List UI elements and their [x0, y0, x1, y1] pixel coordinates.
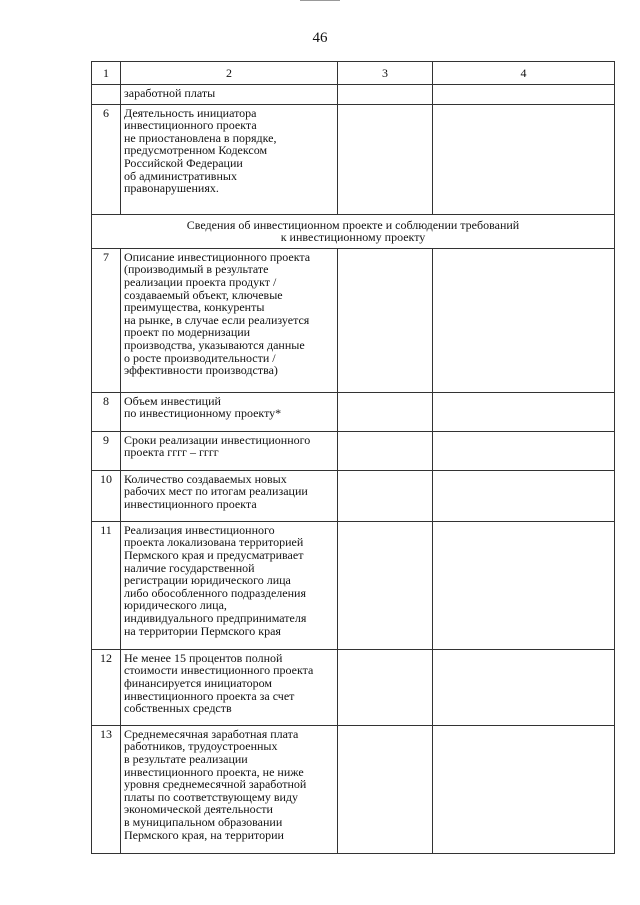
table-row-continuation	[92, 85, 615, 105]
row-description: Количество создаваемых новых рабочих мест по итогам реализации инвестиционного проекта	[121, 470, 338, 521]
row-number-cell	[92, 85, 121, 105]
empty-cell-col3	[338, 521, 433, 649]
row-number: 6	[92, 104, 121, 214]
empty-cell-col3	[338, 248, 433, 392]
row-description: Не менее 15 процентов полной стоимости инвестиционного проекта финансируется инициатором инвестиционного проекта за счет собственных средств	[121, 649, 338, 725]
empty-cell-col4	[433, 431, 615, 470]
row-number: 12	[92, 649, 121, 725]
table-row-7	[92, 248, 615, 392]
row-number: 8	[92, 392, 121, 431]
empty-cell-col4	[433, 725, 615, 853]
empty-cell-col4	[433, 248, 615, 392]
table-row-8	[92, 392, 615, 431]
empty-cell-col3	[338, 649, 433, 725]
empty-cell-col3	[338, 725, 433, 853]
empty-cell-col3	[338, 431, 433, 470]
empty-cell-col3	[338, 470, 433, 521]
section-title: Сведения об инвестиционном проекте и соблюдении требований к инвестиционному проекту	[92, 214, 615, 248]
row-description: Деятельность инициатора инвестиционного проекта не приостановлена в порядке, предусмотренном Кодексом Российской Федерации об административных правонарушениях.	[121, 104, 338, 214]
row-description: Описание инвестиционного проекта (производимый в результате реализации проекта продукт / создаваемый объект, ключевые преимущества, конкуренты на рынке, в случае если реализуется проект по модернизации производства, указываются данные о росте производительности / эффективности производства)	[121, 248, 338, 392]
row-description: Сроки реализации инвестиционного проекта гггг – гггг	[121, 431, 338, 470]
column-header-2: 2	[121, 62, 338, 85]
table-header-row	[92, 62, 615, 85]
column-header-3: 3	[338, 62, 433, 85]
empty-cell-col3	[338, 392, 433, 431]
row-number: 11	[92, 521, 121, 649]
table-row-11	[92, 521, 615, 649]
section-heading-row	[92, 214, 615, 248]
page-number: 46	[312, 30, 328, 46]
top-scan-mark	[300, 0, 340, 1]
empty-cell-col4	[433, 104, 615, 214]
row-number: 13	[92, 725, 121, 853]
empty-cell-col3	[338, 85, 433, 105]
empty-cell-col3	[338, 104, 433, 214]
empty-cell-col4	[433, 521, 615, 649]
row-description: Реализация инвестиционного проекта локализована территорией Пермского края и предусматривает наличие государственной регистрации юридического лица либо обособленного подразделения юридического лица, индивидуального предпринимателя на территории Пермского края	[121, 521, 338, 649]
row-description: Объем инвестиций по инвестиционному проекту*	[121, 392, 338, 431]
empty-cell-col4	[433, 470, 615, 521]
empty-cell-col4	[433, 85, 615, 105]
requirements-table	[91, 61, 615, 854]
table-row-6	[92, 104, 615, 214]
row-number: 10	[92, 470, 121, 521]
table-row-9	[92, 431, 615, 470]
row-number: 7	[92, 248, 121, 392]
row-number: 9	[92, 431, 121, 470]
column-header-1: 1	[92, 62, 121, 85]
column-header-4: 4	[433, 62, 615, 85]
row-description: Среднемесячная заработная плата работников, трудоустроенных в результате реализации инвестиционного проекта, не ниже уровня среднемесячной заработной платы по соответствующему виду экономической деятельности в муниципальном образовании Пермского края, на территории	[121, 725, 338, 853]
table-row-10	[92, 470, 615, 521]
empty-cell-col4	[433, 649, 615, 725]
continuation-text: заработной платы	[121, 85, 338, 105]
table-row-12	[92, 649, 615, 725]
empty-cell-col4	[433, 392, 615, 431]
table-row-13	[92, 725, 615, 853]
